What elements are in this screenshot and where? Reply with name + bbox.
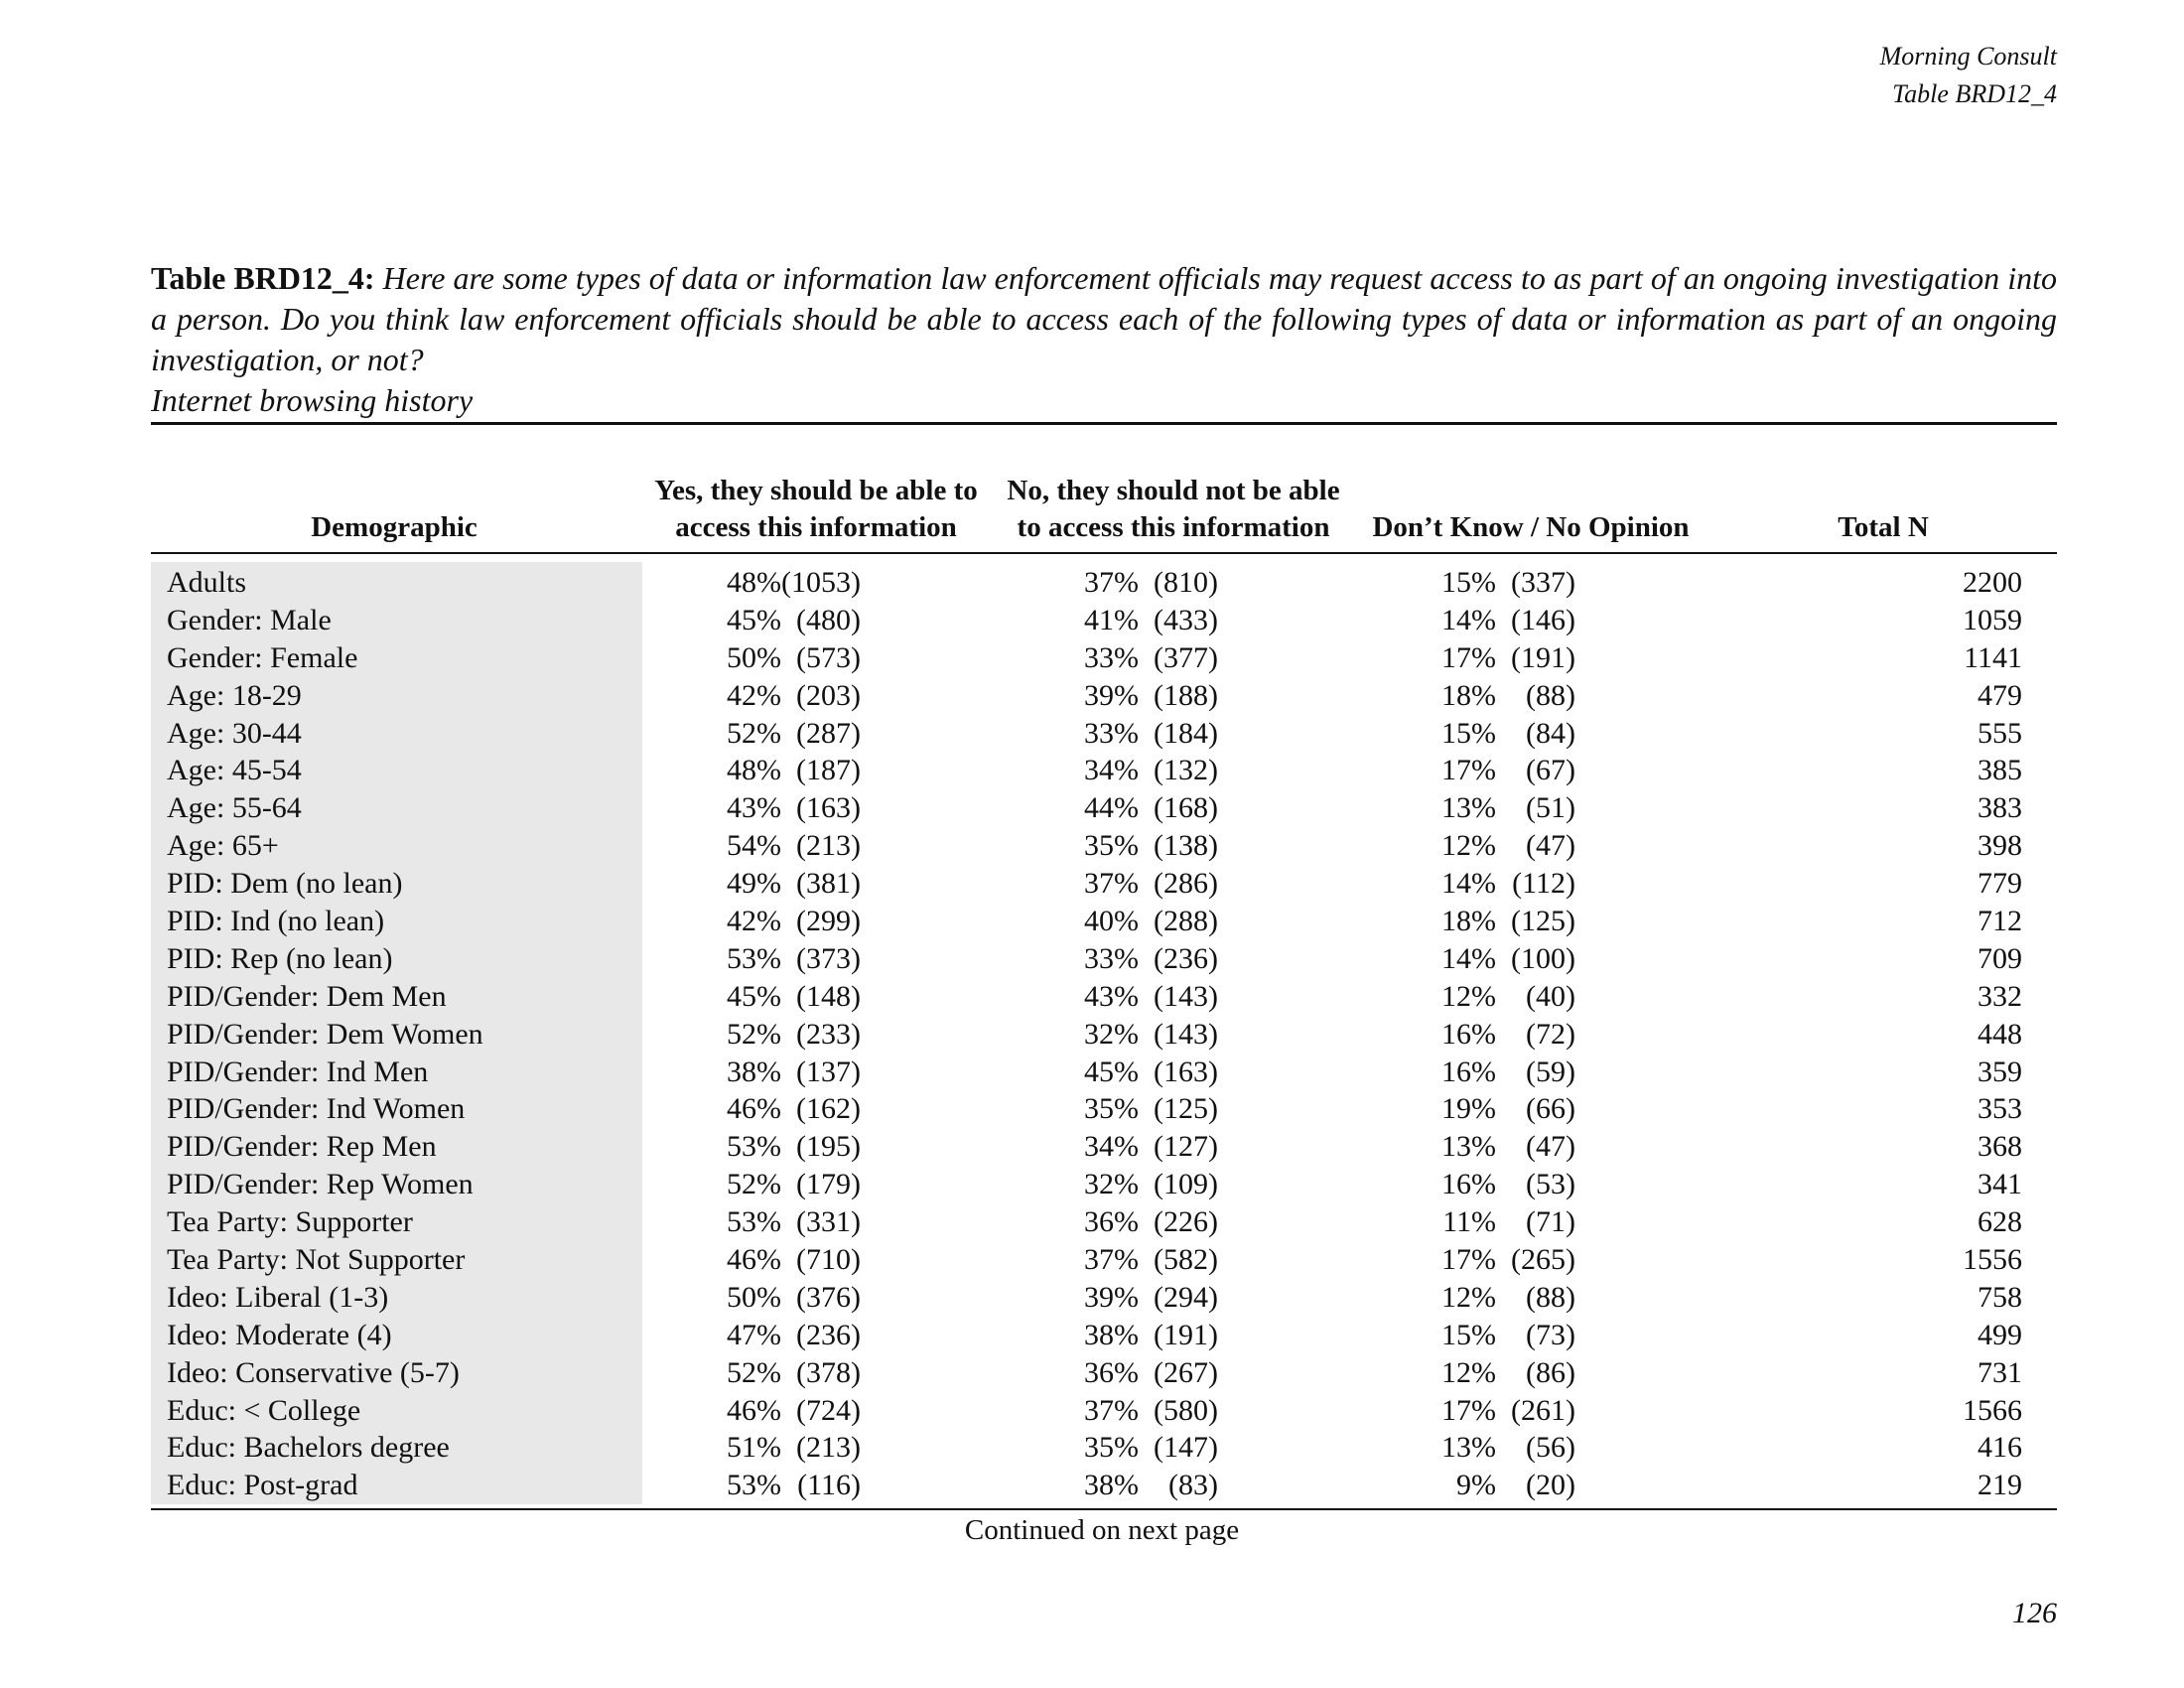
yes-percent-cell: 50%	[727, 1280, 781, 1314]
no-count-cell: (127)	[1154, 1130, 1218, 1164]
demographic-cell: PID/Gender: Dem Men	[167, 979, 447, 1013]
dont-know-count-cell: (337)	[1511, 566, 1575, 599]
dont-know-percent-cell: 15%	[1441, 716, 1496, 750]
total-n-cell: 353	[1978, 1092, 2022, 1126]
table-row	[151, 1317, 2057, 1354]
no-percent-cell: 33%	[1084, 640, 1139, 674]
table-row	[151, 827, 2057, 865]
dont-know-percent-cell: 18%	[1441, 678, 1496, 712]
no-percent-cell: 43%	[1084, 979, 1139, 1013]
dont-know-percent-cell: 18%	[1441, 905, 1496, 938]
dont-know-percent-cell: 17%	[1441, 1393, 1496, 1427]
dont-know-percent-cell: 14%	[1441, 941, 1496, 975]
demographic-cell: PID/Gender: Ind Women	[167, 1092, 466, 1126]
yes-percent-cell: 51%	[727, 1431, 781, 1465]
dont-know-percent-cell: 12%	[1441, 829, 1496, 863]
yes-percent-cell: 48%	[727, 754, 781, 787]
total-n-cell: 1566	[1963, 1393, 2022, 1427]
yes-percent-cell: 53%	[727, 1469, 781, 1502]
table-row	[151, 715, 2057, 753]
dont-know-count-cell: (71)	[1526, 1205, 1575, 1239]
table-row	[151, 1392, 2057, 1430]
dont-know-count-cell: (56)	[1526, 1431, 1575, 1465]
table-row	[151, 865, 2057, 903]
yes-count-cell: (195)	[796, 1130, 861, 1164]
no-count-cell: (163)	[1154, 1055, 1218, 1088]
no-percent-cell: 32%	[1084, 1168, 1139, 1201]
column-header-yes: Yes, they should be able to access this information	[654, 475, 978, 543]
yes-count-cell: (381)	[796, 867, 861, 901]
yes-count-cell: (299)	[796, 905, 861, 938]
table-row	[151, 1016, 2057, 1054]
total-n-cell: 1059	[1963, 603, 2022, 636]
no-count-cell: (267)	[1154, 1355, 1218, 1389]
demographic-cell: Age: 55-64	[167, 791, 302, 825]
total-n-cell: 709	[1978, 941, 2022, 975]
yes-count-cell: (213)	[796, 1431, 861, 1465]
yes-percent-cell: 52%	[727, 716, 781, 750]
table-row	[151, 1241, 2057, 1279]
demographic-cell: PID/Gender: Dem Women	[167, 1017, 483, 1051]
dont-know-percent-cell: 15%	[1441, 566, 1496, 599]
total-n-cell: 398	[1978, 829, 2022, 863]
yes-count-cell: (373)	[796, 941, 861, 975]
dont-know-count-cell: (100)	[1511, 941, 1575, 975]
no-percent-cell: 35%	[1084, 1431, 1139, 1465]
dont-know-percent-cell: 12%	[1441, 979, 1496, 1013]
dont-know-percent-cell: 11%	[1442, 1205, 1496, 1239]
no-count-cell: (810)	[1154, 566, 1218, 599]
demographic-cell: Age: 18-29	[167, 678, 302, 712]
no-count-cell: (377)	[1154, 640, 1218, 674]
yes-count-cell: (724)	[796, 1393, 861, 1427]
no-count-cell: (125)	[1154, 1092, 1218, 1126]
table-row	[151, 1279, 2057, 1317]
no-percent-cell: 39%	[1084, 678, 1139, 712]
column-header-demographic: Demographic	[311, 511, 478, 543]
dont-know-count-cell: (191)	[1511, 640, 1575, 674]
yes-percent-cell: 43%	[727, 791, 781, 825]
demographic-cell: PID: Dem (no lean)	[167, 867, 403, 901]
no-count-cell: (582)	[1154, 1243, 1218, 1277]
dont-know-count-cell: (265)	[1511, 1243, 1575, 1277]
dont-know-percent-cell: 16%	[1441, 1168, 1496, 1201]
yes-count-cell: (137)	[796, 1055, 861, 1088]
yes-count-cell: (116)	[797, 1469, 861, 1502]
yes-count-cell: (148)	[796, 979, 861, 1013]
yes-percent-cell: 45%	[727, 979, 781, 1013]
yes-count-cell: (1053)	[781, 566, 861, 599]
demographic-cell: PID/Gender: Rep Men	[167, 1130, 437, 1164]
yes-percent-cell: 46%	[727, 1243, 781, 1277]
no-count-cell: (288)	[1154, 905, 1218, 938]
total-n-cell: 712	[1978, 905, 2022, 938]
dont-know-count-cell: (51)	[1526, 791, 1575, 825]
dont-know-count-cell: (125)	[1511, 905, 1575, 938]
no-count-cell: (147)	[1154, 1431, 1218, 1465]
demographic-cell: Tea Party: Supporter	[167, 1205, 413, 1239]
yes-percent-cell: 52%	[727, 1355, 781, 1389]
yes-percent-cell: 49%	[727, 867, 781, 901]
table-header	[151, 425, 2057, 552]
yes-percent-cell: 52%	[727, 1017, 781, 1051]
dont-know-percent-cell: 16%	[1441, 1055, 1496, 1088]
table-row	[151, 1166, 2057, 1203]
table-row	[151, 1128, 2057, 1166]
no-percent-cell: 40%	[1084, 905, 1139, 938]
no-count-cell: (168)	[1154, 791, 1218, 825]
column-header-dont-know: Don’t Know / No Opinion	[1372, 511, 1690, 543]
dont-know-percent-cell: 17%	[1441, 1243, 1496, 1277]
yes-count-cell: (187)	[796, 754, 861, 787]
no-percent-cell: 45%	[1084, 1055, 1139, 1088]
dont-know-percent-cell: 19%	[1441, 1092, 1496, 1126]
yes-count-cell: (213)	[796, 829, 861, 863]
total-n-cell: 499	[1978, 1318, 2022, 1351]
table-row	[151, 1467, 2057, 1504]
no-percent-cell: 39%	[1084, 1280, 1139, 1314]
total-n-cell: 332	[1978, 979, 2022, 1013]
yes-count-cell: (710)	[796, 1243, 861, 1277]
dont-know-count-cell: (59)	[1526, 1055, 1575, 1088]
demographic-cell: Educ: Bachelors degree	[167, 1431, 450, 1465]
no-percent-cell: 38%	[1084, 1318, 1139, 1351]
no-count-cell: (286)	[1154, 867, 1218, 901]
table-title-label: Table BRD12_4:	[151, 260, 375, 296]
yes-percent-cell: 50%	[727, 640, 781, 674]
yes-count-cell: (331)	[796, 1205, 861, 1239]
no-percent-cell: 34%	[1084, 1130, 1139, 1164]
no-count-cell: (83)	[1168, 1469, 1218, 1502]
dont-know-percent-cell: 13%	[1441, 1431, 1496, 1465]
no-percent-cell: 34%	[1084, 754, 1139, 787]
table-row	[151, 639, 2057, 677]
data-table	[151, 422, 2057, 1510]
no-percent-cell: 37%	[1084, 867, 1139, 901]
table-title	[151, 258, 2057, 420]
yes-percent-cell: 52%	[727, 1168, 781, 1201]
table-row	[151, 1354, 2057, 1392]
table-body	[151, 554, 2057, 1508]
total-n-cell: 448	[1978, 1017, 2022, 1051]
table-row	[151, 564, 2057, 602]
table-row	[151, 752, 2057, 789]
demographic-cell: PID: Rep (no lean)	[167, 941, 393, 975]
total-n-cell: 758	[1978, 1280, 2022, 1314]
header-org: Morning Consult	[1879, 42, 2057, 70]
no-count-cell: (143)	[1154, 979, 1218, 1013]
yes-count-cell: (378)	[796, 1355, 861, 1389]
table-row	[151, 1090, 2057, 1128]
dont-know-percent-cell: 15%	[1441, 1318, 1496, 1351]
yes-percent-cell: 47%	[727, 1318, 781, 1351]
yes-percent-cell: 46%	[727, 1393, 781, 1427]
dont-know-count-cell: (112)	[1512, 867, 1575, 901]
dont-know-percent-cell: 13%	[1441, 1130, 1496, 1164]
total-n-cell: 416	[1978, 1431, 2022, 1465]
total-n-cell: 341	[1978, 1168, 2022, 1201]
no-count-cell: (143)	[1154, 1017, 1218, 1051]
dont-know-count-cell: (72)	[1526, 1017, 1575, 1051]
demographic-cell: Ideo: Conservative (5-7)	[167, 1355, 460, 1389]
yes-percent-cell: 53%	[727, 941, 781, 975]
column-header-total-n: Total N	[1838, 511, 1929, 543]
yes-count-cell: (573)	[796, 640, 861, 674]
dont-know-percent-cell: 14%	[1441, 867, 1496, 901]
total-n-cell: 359	[1978, 1055, 2022, 1088]
no-count-cell: (109)	[1154, 1168, 1218, 1201]
no-count-cell: (580)	[1154, 1393, 1218, 1427]
demographic-cell: PID: Ind (no lean)	[167, 905, 385, 938]
yes-count-cell: (162)	[796, 1092, 861, 1126]
yes-percent-cell: 53%	[727, 1130, 781, 1164]
total-n-cell: 2200	[1963, 566, 2022, 599]
yes-count-cell: (236)	[796, 1318, 861, 1351]
table-question: Here are some types of data or information law enforcement officials may request access to as part of an ongoing investigation into a person. Do you think law enforcement officials should be able to access each of the following types of data or information as part of an ongoing investigation, or not?	[151, 260, 2058, 377]
demographic-cell: PID/Gender: Ind Men	[167, 1055, 429, 1088]
demographic-cell: Gender: Female	[167, 640, 358, 674]
no-count-cell: (188)	[1154, 678, 1218, 712]
dont-know-count-cell: (40)	[1526, 979, 1575, 1013]
table-row	[151, 903, 2057, 940]
table-row	[151, 978, 2057, 1016]
dont-know-percent-cell: 9%	[1456, 1469, 1496, 1502]
demographic-cell: Age: 65+	[167, 829, 279, 863]
dont-know-count-cell: (53)	[1526, 1168, 1575, 1201]
total-n-cell: 385	[1978, 754, 2022, 787]
yes-percent-cell: 45%	[727, 603, 781, 636]
demographic-cell: Ideo: Liberal (1-3)	[167, 1280, 389, 1314]
dont-know-count-cell: (146)	[1511, 603, 1575, 636]
dont-know-count-cell: (47)	[1526, 829, 1575, 863]
dont-know-percent-cell: 14%	[1441, 603, 1496, 636]
yes-percent-cell: 48%	[727, 566, 781, 599]
dont-know-percent-cell: 12%	[1441, 1355, 1496, 1389]
demographic-cell: Age: 30-44	[167, 716, 302, 750]
yes-count-cell: (287)	[796, 716, 861, 750]
demographic-cell: Tea Party: Not Supporter	[167, 1243, 466, 1277]
yes-percent-cell: 53%	[727, 1205, 781, 1239]
total-n-cell: 1556	[1963, 1243, 2022, 1277]
table-row	[151, 789, 2057, 827]
dont-know-count-cell: (88)	[1526, 678, 1575, 712]
total-n-cell: 219	[1978, 1469, 2022, 1502]
no-count-cell: (138)	[1154, 829, 1218, 863]
no-percent-cell: 38%	[1084, 1469, 1139, 1502]
table-row	[151, 602, 2057, 639]
no-count-cell: (294)	[1154, 1280, 1218, 1314]
no-percent-cell: 32%	[1084, 1017, 1139, 1051]
no-count-cell: (433)	[1154, 603, 1218, 636]
no-percent-cell: 35%	[1084, 829, 1139, 863]
dont-know-count-cell: (88)	[1526, 1280, 1575, 1314]
total-n-cell: 779	[1978, 867, 2022, 901]
dont-know-count-cell: (67)	[1526, 754, 1575, 787]
yes-percent-cell: 54%	[727, 829, 781, 863]
total-n-cell: 731	[1978, 1355, 2022, 1389]
no-percent-cell: 36%	[1084, 1205, 1139, 1239]
dont-know-percent-cell: 12%	[1441, 1280, 1496, 1314]
page-header	[1880, 38, 2057, 113]
no-percent-cell: 33%	[1084, 716, 1139, 750]
demographic-cell: Age: 45-54	[167, 754, 302, 787]
yes-count-cell: (480)	[796, 603, 861, 636]
no-percent-cell: 37%	[1084, 1243, 1139, 1277]
total-n-cell: 628	[1978, 1205, 2022, 1239]
demographic-cell: PID/Gender: Rep Women	[167, 1168, 474, 1201]
no-percent-cell: 41%	[1084, 603, 1139, 636]
no-count-cell: (191)	[1154, 1318, 1218, 1351]
table-row	[151, 677, 2057, 715]
demographic-cell: Educ: < College	[167, 1393, 361, 1427]
yes-percent-cell: 42%	[727, 678, 781, 712]
dont-know-count-cell: (73)	[1526, 1318, 1575, 1351]
no-percent-cell: 44%	[1084, 791, 1139, 825]
dont-know-percent-cell: 16%	[1441, 1017, 1496, 1051]
no-percent-cell: 33%	[1084, 941, 1139, 975]
yes-count-cell: (179)	[796, 1168, 861, 1201]
table-row	[151, 1054, 2057, 1091]
demographic-cell: Ideo: Moderate (4)	[167, 1318, 392, 1351]
header-table-id: Table BRD12_4	[1892, 79, 2057, 108]
no-percent-cell: 37%	[1084, 1393, 1139, 1427]
total-n-cell: 383	[1978, 791, 2022, 825]
dont-know-percent-cell: 17%	[1441, 754, 1496, 787]
column-header-no: No, they should not be able to access this information	[1007, 475, 1340, 543]
total-n-cell: 479	[1978, 678, 2022, 712]
demographic-cell: Educ: Post-grad	[167, 1469, 358, 1502]
dont-know-count-cell: (84)	[1526, 716, 1575, 750]
dont-know-count-cell: (66)	[1526, 1092, 1575, 1126]
dont-know-percent-cell: 13%	[1441, 791, 1496, 825]
dont-know-count-cell: (86)	[1526, 1355, 1575, 1389]
table-row	[151, 1203, 2057, 1241]
no-count-cell: (132)	[1154, 754, 1218, 787]
table-bottom-rule	[151, 1508, 2057, 1510]
yes-percent-cell: 46%	[727, 1092, 781, 1126]
dont-know-count-cell: (20)	[1526, 1469, 1575, 1502]
dont-know-count-cell: (261)	[1511, 1393, 1575, 1427]
dont-know-percent-cell: 17%	[1441, 640, 1496, 674]
page-number: 126	[2012, 1597, 2057, 1629]
demographic-cell: Adults	[167, 566, 247, 599]
total-n-cell: 1141	[1964, 640, 2022, 674]
no-percent-cell: 36%	[1084, 1355, 1139, 1389]
total-n-cell: 368	[1978, 1130, 2022, 1164]
yes-count-cell: (203)	[796, 678, 861, 712]
total-n-cell: 555	[1978, 716, 2022, 750]
yes-count-cell: (163)	[796, 791, 861, 825]
table-row	[151, 1429, 2057, 1467]
no-count-cell: (226)	[1154, 1205, 1218, 1239]
table-subtitle: Internet browsing history	[151, 382, 474, 418]
no-percent-cell: 37%	[1084, 566, 1139, 599]
yes-percent-cell: 38%	[727, 1055, 781, 1088]
continued-note: Continued on next page	[964, 1514, 1240, 1546]
yes-percent-cell: 42%	[727, 905, 781, 938]
no-percent-cell: 35%	[1084, 1092, 1139, 1126]
demographic-cell: Gender: Male	[167, 603, 332, 636]
no-count-cell: (184)	[1154, 716, 1218, 750]
table-row	[151, 940, 2057, 978]
dont-know-count-cell: (47)	[1526, 1130, 1575, 1164]
no-count-cell: (236)	[1154, 941, 1218, 975]
yes-count-cell: (376)	[796, 1280, 861, 1314]
yes-count-cell: (233)	[796, 1017, 861, 1051]
